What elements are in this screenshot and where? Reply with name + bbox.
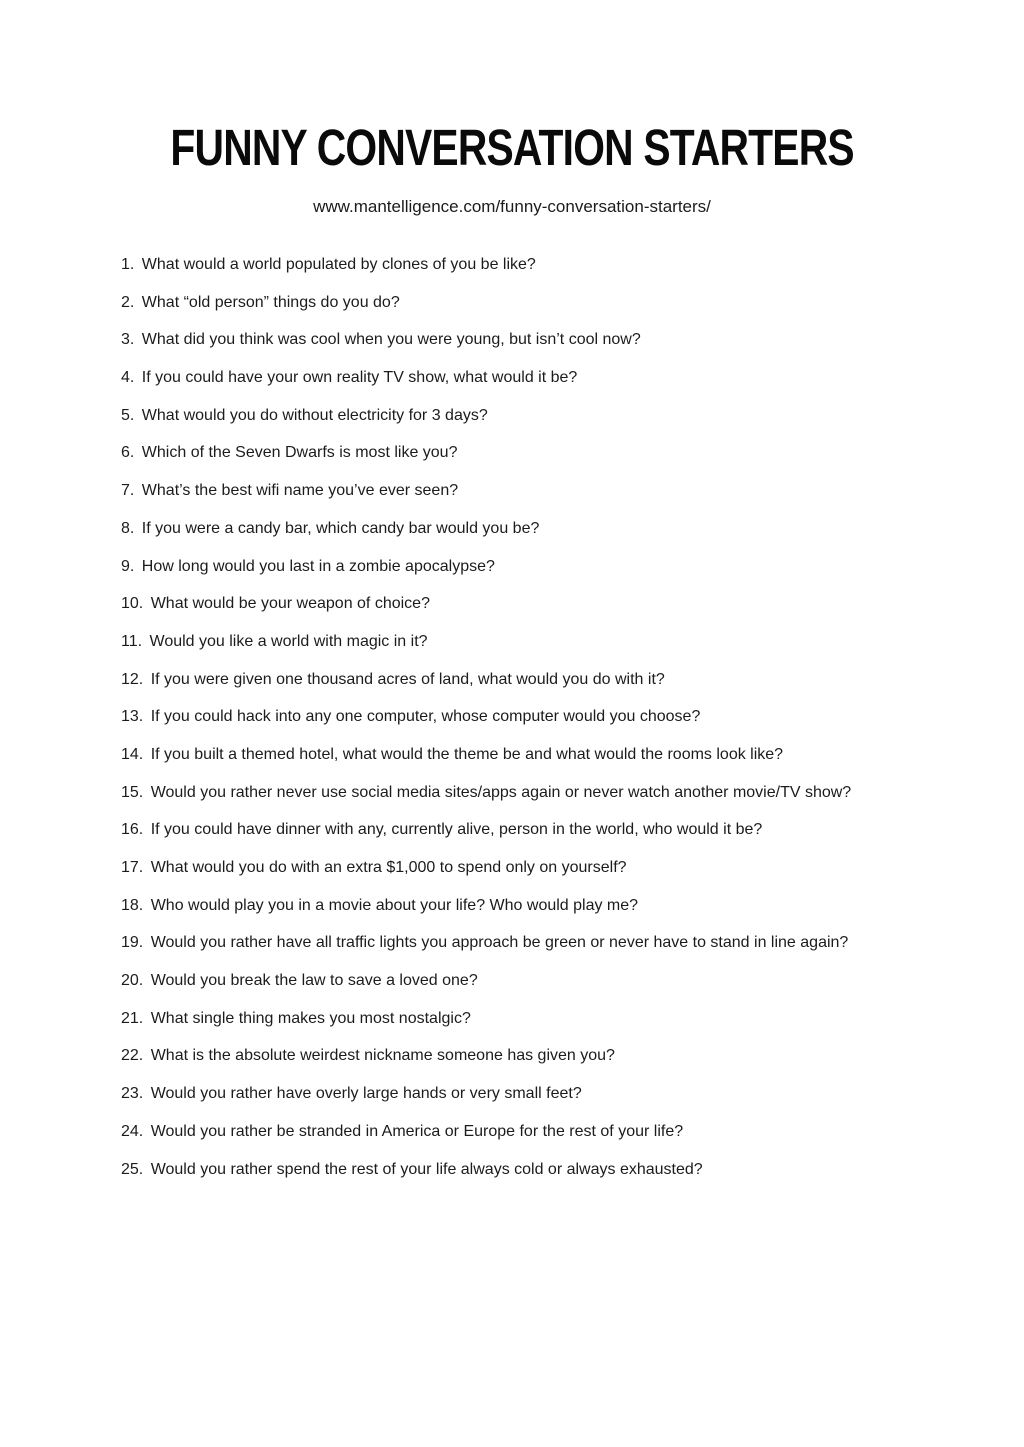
page-title [0, 119, 1024, 176]
question-text: If you could hack into any one computer, whose computer would you choose? [150, 708, 701, 726]
question-text: If you were a candy bar, which candy bar would you be? [141, 519, 540, 537]
question-item [121, 519, 1024, 539]
question-text: Which of the Seven Dwarfs is most like you? [141, 444, 458, 462]
question-number: 9. [121, 557, 139, 575]
question-item [121, 971, 1024, 991]
question-text: Would you rather have all traffic lights you approach be green or never have to stand in line again? [150, 934, 849, 952]
question-number: 3. [121, 331, 139, 349]
question-text: If you could have your own reality TV show, what would it be? [141, 369, 578, 387]
question-number: 16. [121, 821, 148, 839]
question-item [121, 330, 1024, 350]
question-text: What “old person” things do you do? [141, 293, 400, 311]
question-number: 17. [121, 859, 148, 876]
question-number: 14. [121, 745, 148, 763]
question-item [121, 293, 1024, 313]
question-item [121, 557, 1024, 577]
question-text: Would you rather be stranded in America or Europe for the rest of your life? [150, 1122, 684, 1140]
question-text: What would you do without electricity for 3 days? [141, 406, 488, 424]
question-item [121, 1084, 1024, 1104]
question-number: 7. [121, 482, 139, 500]
question-item [121, 594, 1024, 614]
question-text: What would be your weapon of choice? [150, 595, 430, 613]
question-number: 24. [121, 1122, 148, 1140]
document-page [0, 119, 1024, 1447]
page-title-text: FUNNY CONVERSATION STARTERS [170, 119, 854, 176]
question-number: 5. [121, 406, 139, 424]
question-text: Would you break the law to save a loved one? [150, 972, 478, 990]
question-item [121, 670, 1024, 690]
question-number: 8. [121, 519, 139, 537]
question-number: 1. [121, 256, 139, 273]
question-text: Would you rather never use social media sites/apps again or never watch another movie/TV show? [150, 783, 852, 801]
question-number: 6. [121, 444, 139, 462]
question-text: Would you rather have overly large hands or very small feet? [150, 1085, 582, 1103]
question-number: 12. [121, 670, 148, 688]
question-text: How long would you last in a zombie apocalypse? [141, 557, 495, 575]
question-item [121, 481, 1024, 501]
questions-list [121, 255, 1024, 1180]
question-number: 23. [121, 1085, 148, 1103]
question-text: What’s the best wifi name you’ve ever seen? [141, 482, 459, 500]
question-number: 4. [121, 369, 139, 387]
question-text: What would you do with an extra $1,000 to spend only on yourself? [150, 859, 627, 876]
question-item [121, 858, 1024, 878]
question-item [121, 406, 1024, 426]
question-text: Who would play you in a movie about your life? Who would play me? [150, 896, 639, 914]
question-number: 11. [121, 632, 147, 650]
question-number: 20. [121, 972, 148, 990]
question-number: 21. [121, 1009, 148, 1027]
question-item [121, 745, 1024, 765]
question-item [121, 1122, 1024, 1142]
question-number: 18. [121, 896, 148, 914]
question-text: Would you rather spend the rest of your life always cold or always exhausted? [150, 1160, 703, 1178]
question-item [121, 1046, 1024, 1066]
question-item [121, 933, 1024, 953]
question-number: 22. [121, 1047, 148, 1065]
question-text: If you were given one thousand acres of land, what would you do with it? [150, 670, 665, 688]
question-item [121, 1009, 1024, 1029]
question-text: What is the absolute weirdest nickname someone has given you? [150, 1047, 615, 1065]
question-item [121, 368, 1024, 388]
question-item [121, 783, 1024, 803]
question-text: If you could have dinner with any, currently alive, person in the world, who would it be? [150, 821, 763, 839]
question-text: What single thing makes you most nostalgic? [150, 1009, 471, 1027]
question-number: 25. [121, 1160, 148, 1178]
question-text: Would you like a world with magic in it? [149, 632, 428, 650]
question-number: 2. [121, 293, 139, 311]
question-number: 15. [121, 783, 148, 801]
question-number: 13. [121, 708, 148, 726]
question-item [121, 632, 1024, 652]
question-number: 19. [121, 934, 148, 952]
question-item [121, 707, 1024, 727]
question-number: 10. [121, 595, 148, 613]
source-url: www.mantelligence.com/funny-conversation-starters/ [313, 197, 711, 216]
question-item [121, 820, 1024, 840]
question-item [121, 255, 1024, 275]
question-text: What would a world populated by clones of you be like? [141, 256, 536, 273]
question-text: If you built a themed hotel, what would the theme be and what would the rooms look like? [150, 745, 784, 763]
question-text: What did you think was cool when you were young, but isn’t cool now? [141, 331, 641, 349]
question-item [121, 1160, 1024, 1180]
question-item [121, 896, 1024, 916]
question-item [121, 443, 1024, 463]
